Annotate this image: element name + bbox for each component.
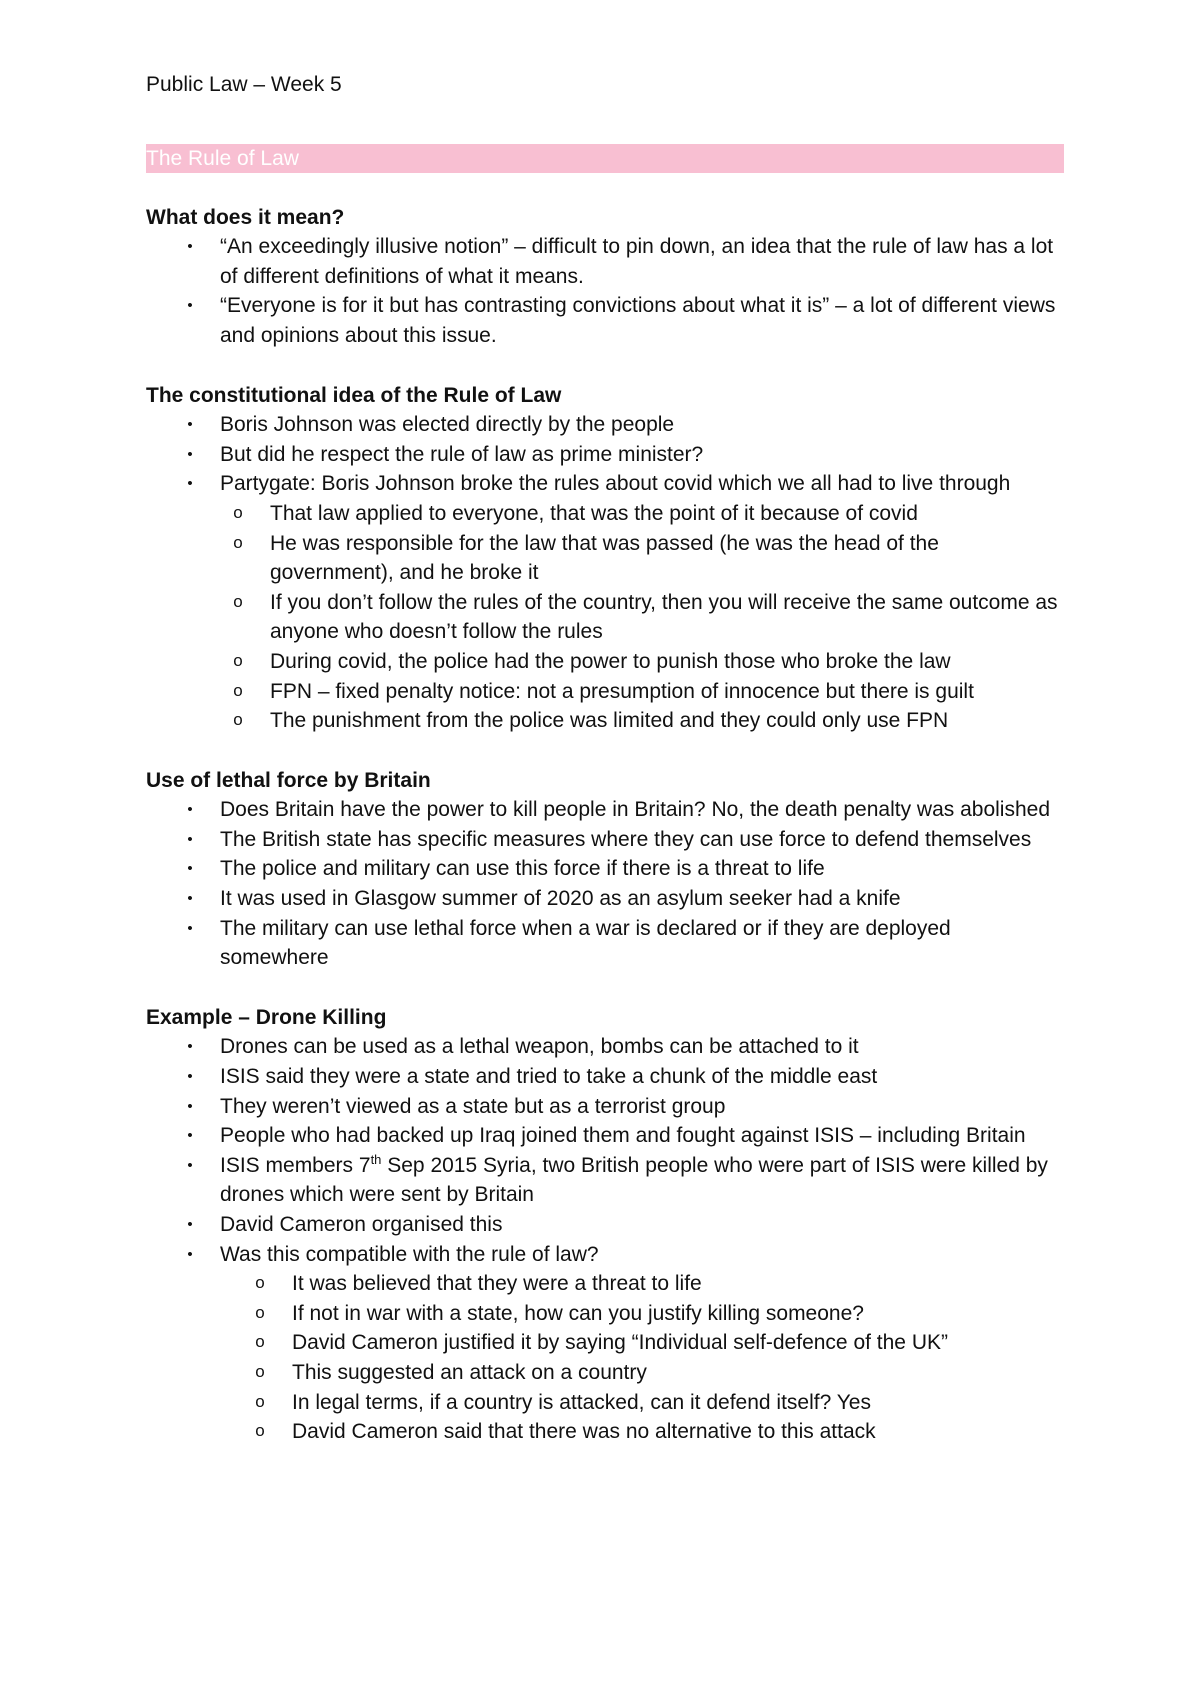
section-banner: The Rule of Law bbox=[146, 144, 1064, 173]
list-item: • Boris Johnson was elected directly by the people bbox=[146, 410, 1064, 440]
section-lethal-force bbox=[146, 766, 1064, 973]
list-item: • David Cameron organised this bbox=[146, 1210, 1064, 1240]
section-heading: What does it mean? bbox=[146, 205, 345, 229]
circle-bullet-icon: o bbox=[255, 1391, 265, 1411]
list-item: • Does Britain have the power to kill people in Britain? No, the death penalty was abolished bbox=[146, 795, 1064, 825]
list-item: • The police and military can use this force if there is a threat to life bbox=[146, 854, 1064, 884]
section-meaning bbox=[146, 203, 1064, 351]
circle-bullet-icon: o bbox=[233, 591, 243, 611]
sub-list-item: o The punishment from the police was limited and they could only use FPN bbox=[146, 706, 1064, 736]
section-heading: Example – Drone Killing bbox=[146, 1005, 387, 1029]
bullet-list bbox=[146, 232, 1064, 350]
bullet-icon: • bbox=[187, 1245, 193, 1263]
sub-list-item: o If you don’t follow the rules of the country, then you will receive the same outcome as anyone who doesn’t follow the rules bbox=[146, 588, 1064, 647]
section-drone-killing bbox=[146, 1003, 1064, 1447]
sub-list-item: o It was believed that they were a threat to life bbox=[146, 1269, 1064, 1299]
list-item: • They weren’t viewed as a state but as a terrorist group bbox=[146, 1092, 1064, 1122]
list-item: • ISIS members 7th Sep 2015 Syria, two British people who were part of ISIS were killed by drones which were sent by Britain bbox=[146, 1151, 1064, 1210]
sub-list-item: o FPN – fixed penalty notice: not a presumption of innocence but there is guilt bbox=[146, 677, 1064, 707]
list-item: • Was this compatible with the rule of law? bbox=[146, 1240, 1064, 1270]
circle-bullet-icon: o bbox=[233, 502, 243, 522]
circle-bullet-icon: o bbox=[255, 1421, 265, 1441]
bullet-icon: • bbox=[187, 1038, 193, 1056]
bullet-icon: • bbox=[187, 416, 193, 434]
list-item: • “Everyone is for it but has contrasting convictions about what it is” – a lot of different views and opinions about this issue. bbox=[146, 291, 1064, 350]
sub-list-item: o In legal terms, if a country is attacked, can it defend itself? Yes bbox=[146, 1388, 1064, 1418]
bullet-icon: • bbox=[187, 1156, 193, 1174]
list-item: • “An exceedingly illusive notion” – difficult to pin down, an idea that the rule of law has a lot of different definitions of what it means. bbox=[146, 232, 1064, 291]
sub-list-item: o During covid, the police had the power to punish those who broke the law bbox=[146, 647, 1064, 677]
list-item: • Partygate: Boris Johnson broke the rules about covid which we all had to live through bbox=[146, 469, 1064, 499]
circle-bullet-icon: o bbox=[233, 680, 243, 700]
bullet-icon: • bbox=[187, 890, 193, 908]
list-item: • ISIS said they were a state and tried to take a chunk of the middle east bbox=[146, 1062, 1064, 1092]
bullet-icon: • bbox=[187, 830, 193, 848]
list-item: • But did he respect the rule of law as prime minister? bbox=[146, 440, 1064, 470]
sub-list-item: o This suggested an attack on a country bbox=[146, 1358, 1064, 1388]
document-title: Public Law – Week 5 bbox=[146, 73, 342, 96]
circle-bullet-icon: o bbox=[255, 1273, 265, 1293]
list-item: • Drones can be used as a lethal weapon, bombs can be attached to it bbox=[146, 1032, 1064, 1062]
bullet-icon: • bbox=[187, 1127, 193, 1145]
section-heading: The constitutional idea of the Rule of Law bbox=[146, 383, 562, 407]
list-item: • The British state has specific measures where they can use force to defend themselves bbox=[146, 825, 1064, 855]
bullet-list bbox=[146, 795, 1064, 973]
list-item: • People who had backed up Iraq joined them and fought against ISIS – including Britain bbox=[146, 1121, 1064, 1151]
bullet-icon: • bbox=[187, 445, 193, 463]
list-item: • It was used in Glasgow summer of 2020 as an asylum seeker had a knife bbox=[146, 884, 1064, 914]
bullet-icon: • bbox=[187, 1097, 193, 1115]
sub-list-item: o David Cameron said that there was no alternative to this attack bbox=[146, 1417, 1064, 1447]
bullet-icon: • bbox=[187, 1216, 193, 1233]
sub-list-item: o David Cameron justified it by saying “Individual self-defence of the UK” bbox=[146, 1328, 1064, 1358]
circle-bullet-icon: o bbox=[255, 1332, 265, 1352]
document-content bbox=[146, 70, 1064, 1447]
circle-bullet-icon: o bbox=[233, 710, 243, 730]
section-constitutional bbox=[146, 381, 1064, 736]
sub-list-item: o That law applied to everyone, that was the point of it because of covid bbox=[146, 499, 1064, 529]
bullet-icon: • bbox=[187, 1068, 193, 1086]
bullet-icon: • bbox=[187, 475, 193, 493]
bullet-list bbox=[146, 1032, 1064, 1446]
circle-bullet-icon: o bbox=[233, 650, 243, 670]
bullet-list bbox=[146, 410, 1064, 736]
list-item: • The military can use lethal force when a war is declared or if they are deployed somewhere bbox=[146, 914, 1064, 973]
bullet-icon: • bbox=[187, 919, 193, 937]
section-heading: Use of lethal force by Britain bbox=[146, 768, 431, 792]
bullet-icon: • bbox=[187, 860, 193, 878]
circle-bullet-icon: o bbox=[255, 1361, 265, 1381]
bullet-icon: • bbox=[187, 801, 193, 819]
sub-list-item: o If not in war with a state, how can you justify killing someone? bbox=[146, 1299, 1064, 1329]
sub-list-item: o He was responsible for the law that was passed (he was the head of the government), and he broke it bbox=[146, 529, 1064, 588]
circle-bullet-icon: o bbox=[233, 532, 243, 552]
bullet-icon: • bbox=[187, 238, 193, 256]
circle-bullet-icon: o bbox=[255, 1302, 265, 1322]
bullet-icon: • bbox=[187, 297, 193, 315]
